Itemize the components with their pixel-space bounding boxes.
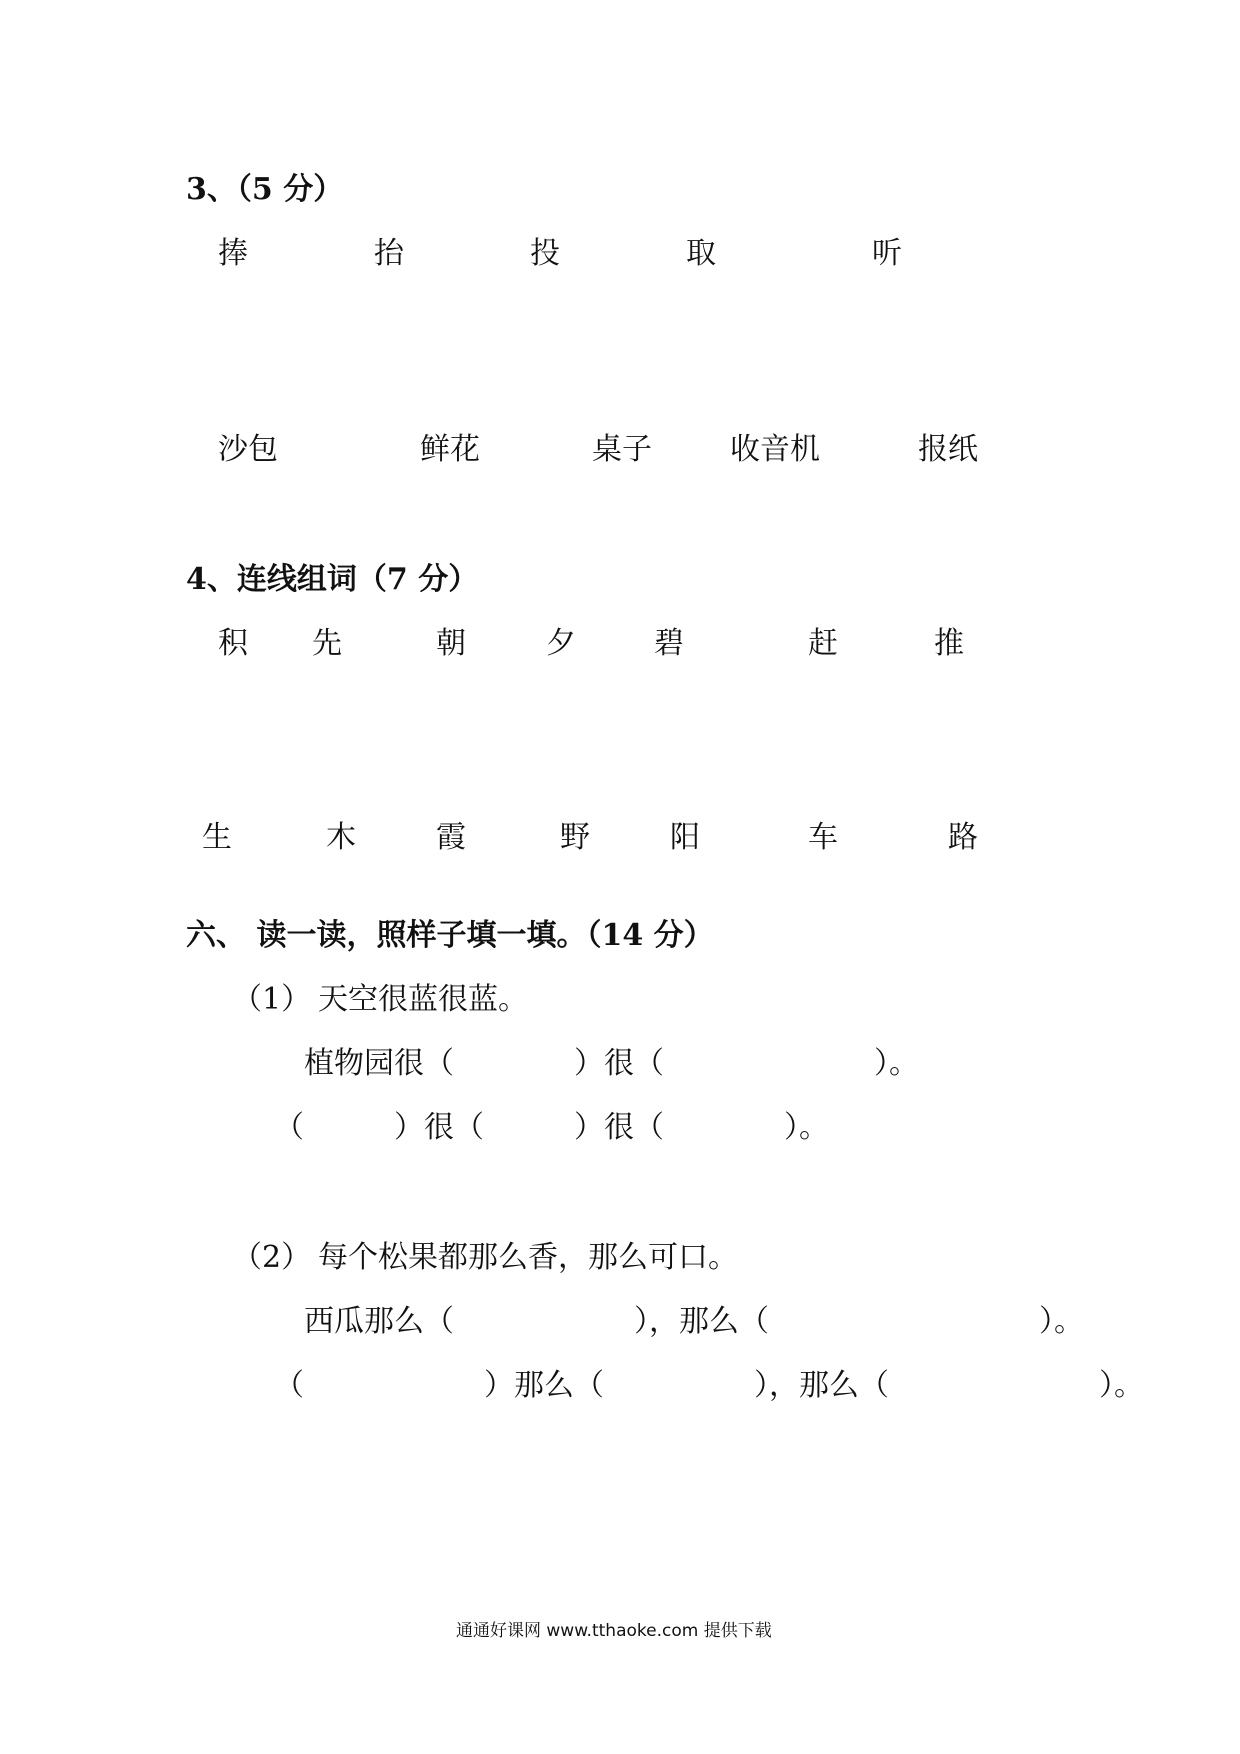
object-word: 报纸 (918, 432, 978, 467)
object-word: 鲜花 (420, 432, 480, 467)
footer-credit: 通通好课网 www.tthaoke.com 提供下载 (456, 1621, 772, 1641)
ex2-label: （2） (232, 1240, 312, 1275)
section3-heading: 3、（5 分） (186, 172, 344, 207)
section6-heading: 六、 读一读，照样子填一填。（14 分） (186, 918, 714, 953)
match-bottom-char: 路 (948, 820, 978, 855)
verb-word: 听 (872, 236, 902, 271)
match-top-char: 朝 (436, 626, 466, 661)
match-bottom-char: 木 (326, 820, 356, 855)
match-bottom-char: 阳 (670, 820, 700, 855)
verb-word: 投 (530, 236, 560, 271)
ex1-fill-line[interactable]: 植物园很（ ）很（ ）。 (304, 1046, 919, 1081)
ex2-fill-line[interactable]: 西瓜那么（ ），那么（ ）。 (304, 1304, 1084, 1339)
ex2-example: 每个松果都那么香，那么可口。 (318, 1240, 738, 1275)
object-word: 收音机 (730, 432, 820, 467)
match-top-char: 夕 (546, 626, 576, 661)
match-top-char: 积 (218, 626, 248, 661)
match-bottom-char: 生 (202, 820, 232, 855)
ex1-example: 天空很蓝很蓝。 (318, 982, 528, 1017)
match-bottom-char: 车 (808, 820, 838, 855)
object-word: 桌子 (592, 432, 652, 467)
verb-word: 捧 (218, 236, 248, 271)
ex1-label: （1） (232, 982, 312, 1017)
verb-word: 抬 (374, 236, 404, 271)
section4-heading: 4、连线组词（7 分） (186, 562, 479, 597)
verb-word: 取 (686, 236, 716, 271)
match-bottom-char: 野 (560, 820, 590, 855)
match-bottom-char: 霞 (436, 820, 466, 855)
object-word: 沙包 (218, 432, 278, 467)
match-top-char: 先 (312, 626, 342, 661)
ex2-fill-line[interactable]: （ ）那么（ ），那么（ ）。 (274, 1368, 1144, 1403)
match-top-char: 碧 (654, 626, 684, 661)
ex1-fill-line[interactable]: （ ）很（ ）很（ ）。 (274, 1110, 829, 1145)
match-top-char: 赶 (808, 626, 838, 661)
match-top-char: 推 (934, 626, 964, 661)
